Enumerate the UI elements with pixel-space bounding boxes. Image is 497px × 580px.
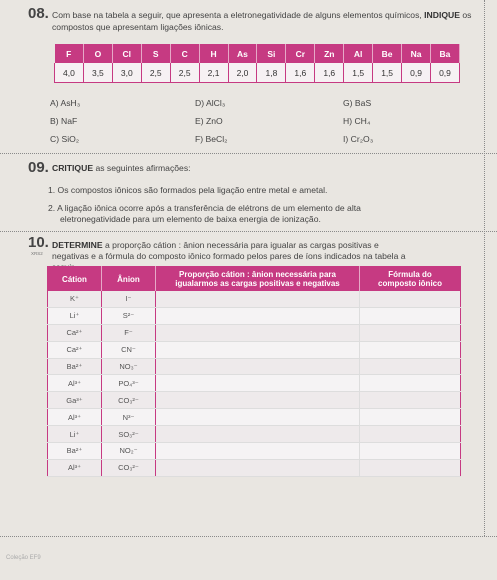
table-row	[48, 307, 461, 324]
table-row	[48, 443, 461, 460]
electronegativity-table	[54, 44, 460, 83]
q08-text-pre: Com base na tabela a seguir, que apresenta a eletronegatividade de alguns elementos químicos,	[52, 10, 425, 20]
table-row	[48, 426, 461, 443]
proportion-answer-cell[interactable]	[156, 426, 360, 443]
option-b: B) NaF	[50, 116, 78, 126]
margin-dotted-line	[484, 0, 485, 536]
formula-answer-cell[interactable]	[360, 358, 461, 375]
formula-answer-cell[interactable]	[360, 409, 461, 426]
formula-answer-cell[interactable]	[360, 291, 461, 307]
q09-text: as seguintes afirmações:	[93, 163, 191, 173]
formula-answer-cell[interactable]	[360, 341, 461, 358]
header-proportion-line2: igualarmos as cargas positivas e negativas	[175, 279, 340, 288]
anion-cell: PO₄³⁻	[102, 375, 156, 392]
formula-answer-cell[interactable]	[360, 307, 461, 324]
cation-cell: Ba²⁺	[48, 358, 102, 375]
formula-answer-cell[interactable]	[360, 459, 461, 476]
cation-cell: Li⁺	[48, 426, 102, 443]
table-row	[48, 291, 461, 307]
question-number-09: 09.	[28, 159, 49, 176]
element-cell: F	[55, 44, 84, 63]
value-cell: 0,9	[430, 63, 459, 83]
element-cell: Be	[373, 44, 402, 63]
statement-2-cont: eletronegatividade para um elemento de baixa energia de ionização.	[60, 214, 321, 224]
option-g: G) BaS	[343, 98, 372, 108]
table-row	[48, 358, 461, 375]
cation-cell: Al³⁺	[48, 409, 102, 426]
element-cell: Zn	[315, 44, 344, 63]
proportion-answer-cell[interactable]	[156, 375, 360, 392]
table-header-row	[48, 267, 461, 292]
proportion-answer-cell[interactable]	[156, 443, 360, 460]
value-cell: 3,0	[112, 63, 141, 83]
value-cell: 4,0	[55, 63, 84, 83]
formula-answer-cell[interactable]	[360, 375, 461, 392]
header-anion: Ânion	[102, 267, 156, 292]
cation-cell: Li⁺	[48, 307, 102, 324]
statement-1: 1. Os compostos iônicos são formados pela ligação entre metal e ametal.	[48, 185, 328, 195]
element-cell: As	[228, 44, 257, 63]
formula-answer-cell[interactable]	[360, 324, 461, 341]
element-cell: Al	[344, 44, 373, 63]
cation-cell: Al³⁺	[48, 459, 102, 476]
proportion-answer-cell[interactable]	[156, 358, 360, 375]
proportion-answer-cell[interactable]	[156, 307, 360, 324]
anion-cell: NO₃⁻	[102, 358, 156, 375]
question-number-08: 08.	[28, 5, 49, 22]
cation-cell: Ga³⁺	[48, 392, 102, 409]
table-row	[48, 459, 461, 476]
value-cell: 1,6	[315, 63, 344, 83]
table-row	[48, 375, 461, 392]
anion-cell: NO₂⁻	[102, 443, 156, 460]
header-proportion	[156, 267, 360, 292]
statement-2: 2. A ligação iônica ocorre após a transferência de elétrons de um elemento de alta	[48, 203, 361, 213]
option-f: F) BeCl₂	[195, 134, 228, 144]
table-row	[48, 409, 461, 426]
cation-anion-table	[47, 266, 461, 477]
anion-cell: I⁻	[102, 291, 156, 307]
cation-cell: K⁺	[48, 291, 102, 307]
table-row	[48, 341, 461, 358]
value-cell: 1,5	[373, 63, 402, 83]
proportion-answer-cell[interactable]	[156, 291, 360, 307]
proportion-answer-cell[interactable]	[156, 409, 360, 426]
option-c: C) SiO₂	[50, 134, 80, 144]
value-cell: 2,5	[170, 63, 199, 83]
footer-collection-label: Coleção EF9	[6, 555, 41, 561]
separator-q09	[0, 231, 497, 232]
question-10-line1	[52, 240, 379, 252]
cation-cell: Ba²⁺	[48, 443, 102, 460]
element-cell: H	[199, 44, 228, 63]
anion-cell: SO₃²⁻	[102, 426, 156, 443]
proportion-answer-cell[interactable]	[156, 341, 360, 358]
element-cell: Cl	[112, 44, 141, 63]
question-10-line2: negativas e a fórmula do composto iônico formado pelos pares de íons indicados na tabela a	[52, 251, 406, 261]
element-cell: C	[170, 44, 199, 63]
header-formula	[360, 267, 461, 292]
value-cell: 1,8	[257, 63, 286, 83]
value-cell: 0,9	[402, 63, 431, 83]
formula-answer-cell[interactable]	[360, 426, 461, 443]
cation-cell: Ca²⁺	[48, 324, 102, 341]
element-header-row	[55, 44, 460, 63]
value-cell: 3,5	[83, 63, 112, 83]
anion-cell: S²⁻	[102, 307, 156, 324]
anion-cell: F⁻	[102, 324, 156, 341]
element-cell: S	[141, 44, 170, 63]
element-cell: Na	[402, 44, 431, 63]
value-cell: 1,6	[286, 63, 315, 83]
option-e: E) ZnO	[195, 116, 223, 126]
q09-command: CRITIQUE	[52, 163, 94, 173]
question-number-10: 10.	[28, 234, 49, 251]
table-row	[48, 324, 461, 341]
q08-text-post: os compostos que apresentam ligações iônicas.	[52, 10, 472, 32]
header-formula-line2: composto iônico	[378, 279, 442, 288]
table-row	[48, 392, 461, 409]
anion-cell: CO₃²⁻	[102, 392, 156, 409]
option-h: H) CH₄	[343, 116, 371, 126]
anion-cell: CO₃²⁻	[102, 459, 156, 476]
question-08-text	[52, 10, 472, 33]
separator-q10	[0, 536, 497, 537]
option-i: I) Cr₂O₃	[343, 134, 374, 144]
question-09-text	[52, 163, 191, 175]
formula-answer-cell[interactable]	[360, 392, 461, 409]
element-cell: O	[83, 44, 112, 63]
formula-answer-cell[interactable]	[360, 443, 461, 460]
anion-cell: CN⁻	[102, 341, 156, 358]
value-cell: 2,0	[228, 63, 257, 83]
proportion-answer-cell[interactable]	[156, 324, 360, 341]
element-cell: Ba	[430, 44, 459, 63]
q10-line1-text: a proporção cátion : ânion necessária para igualar as cargas positivas e	[102, 240, 379, 250]
value-cell: 2,5	[141, 63, 170, 83]
proportion-answer-cell[interactable]	[156, 392, 360, 409]
value-cell: 1,5	[344, 63, 373, 83]
electronegativity-row	[55, 63, 460, 83]
header-proportion-line1: Proporção cátion : ânion necessária para	[179, 270, 336, 279]
cation-cell: Ca²⁺	[48, 341, 102, 358]
proportion-answer-cell[interactable]	[156, 459, 360, 476]
separator-q08	[0, 153, 497, 154]
cation-cell: Al³⁺	[48, 375, 102, 392]
question-code-badge: XRS2	[31, 251, 43, 256]
value-cell: 2,1	[199, 63, 228, 83]
q10-command: DETERMINE	[52, 240, 103, 250]
anion-cell: N³⁻	[102, 409, 156, 426]
q08-command: INDIQUE	[424, 10, 460, 20]
header-cation: Cátion	[48, 267, 102, 292]
option-d: D) AlCl₃	[195, 98, 226, 108]
option-a: A) AsH₃	[50, 98, 81, 108]
header-formula-line1: Fórmula do	[388, 270, 432, 279]
element-cell: Si	[257, 44, 286, 63]
element-cell: Cr	[286, 44, 315, 63]
